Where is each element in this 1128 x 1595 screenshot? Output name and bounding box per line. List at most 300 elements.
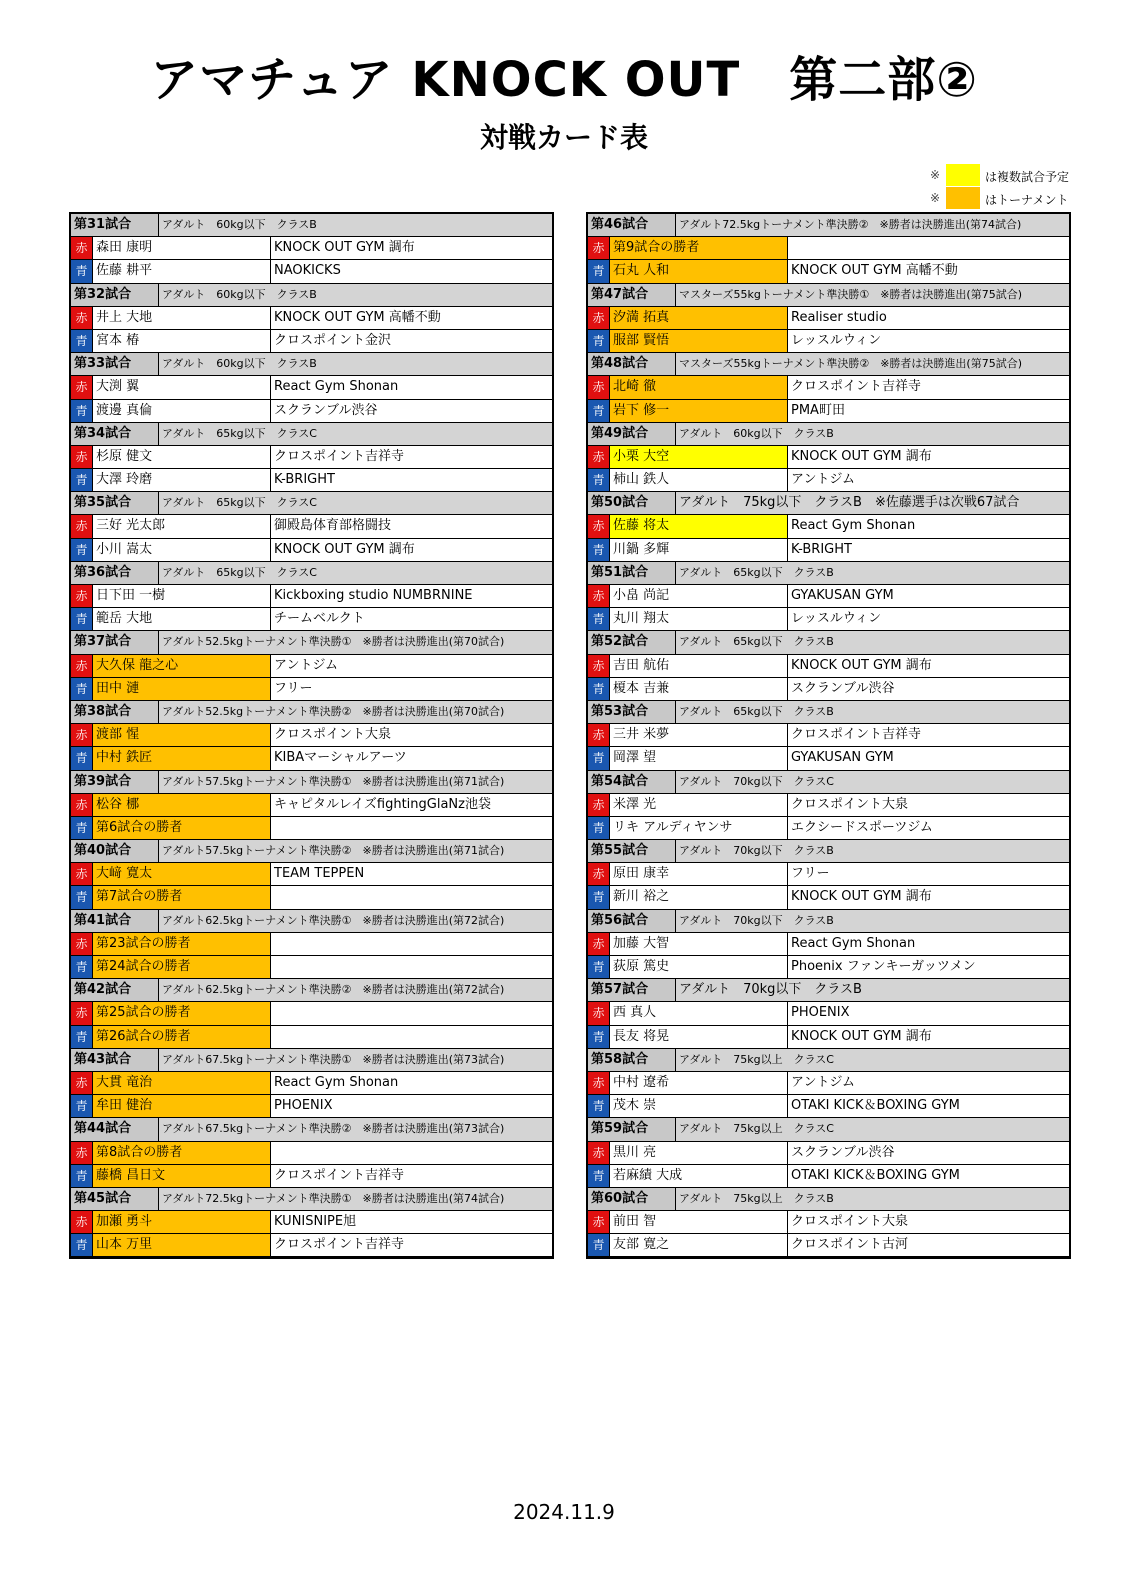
- bout-division: アダルト52.5kgトーナメント準決勝② ※勝者は決勝進出(第70試合): [158, 701, 552, 723]
- fighter-row-red: [588, 1211, 1069, 1234]
- fighter-row-red: [588, 585, 1069, 608]
- bout-number: 第54試合: [591, 773, 649, 789]
- blue-corner-badge: 青: [588, 817, 610, 839]
- blue-corner-badge: 青: [588, 260, 610, 282]
- bout-number: 第51試合: [591, 564, 649, 580]
- fighter-name: 石丸 人和: [610, 260, 788, 282]
- fighter-row-red: [588, 933, 1069, 956]
- fighter-gym: KUNISNIPE旭: [274, 1214, 357, 1230]
- fighter-name: 西 真人: [610, 1002, 788, 1024]
- fighter-row-blue: [588, 1095, 1069, 1118]
- fighter-name: 山本 万里: [93, 1234, 271, 1256]
- fighter-name: 友部 寛之: [610, 1234, 788, 1256]
- fighter-row-red: [71, 237, 552, 260]
- bout-header: [71, 492, 552, 515]
- bout-header: [71, 562, 552, 585]
- fighter-gym: クロスポイント吉祥寺: [274, 1167, 405, 1183]
- fighter-row-red: [588, 376, 1069, 399]
- bout-header: [588, 492, 1069, 515]
- bout-header: [71, 1118, 552, 1141]
- blue-corner-badge: 青: [71, 539, 93, 561]
- blue-corner-badge: 青: [588, 469, 610, 491]
- fighter-row-blue: [71, 1234, 552, 1257]
- fighter-gym: [271, 1026, 552, 1048]
- fighter-name: 三好 光太郎: [93, 515, 271, 537]
- blue-corner-badge: 青: [588, 608, 610, 630]
- fighter-name: 北崎 徹: [610, 376, 788, 398]
- bout-number: 第46試合: [591, 217, 649, 232]
- page-subtitle: 対戦カード表: [479, 121, 648, 154]
- bout-header: [71, 214, 552, 237]
- red-corner-badge: 赤: [588, 933, 610, 955]
- fighter-row-red: [588, 307, 1069, 330]
- bout-number: 第55試合: [591, 843, 649, 859]
- red-corner-badge: 赤: [71, 376, 93, 398]
- blue-corner-badge: 青: [588, 678, 610, 700]
- fighter-row-blue: [71, 678, 552, 701]
- fighter-row-blue: [588, 1165, 1069, 1188]
- bout-number: 第58試合: [591, 1051, 649, 1067]
- fighter-row-blue: [71, 1026, 552, 1049]
- blue-corner-badge: 青: [71, 747, 93, 769]
- fighter-gym: アントジム: [274, 657, 338, 673]
- fighter-gym: クロスポイント吉祥寺: [274, 1237, 405, 1253]
- fighter-name: 川鍋 多輝: [610, 539, 788, 561]
- fighter-gym: クロスポイント吉祥寺: [791, 379, 922, 395]
- bout-number: 第52試合: [591, 634, 649, 650]
- fighter-gym: キャピタルレイズfightingGlaNz池袋: [274, 796, 491, 812]
- fighter-name: 榎本 吉兼: [610, 678, 788, 700]
- bout-division: アダルト 70kg以下 クラスB: [675, 979, 1069, 1001]
- fighter-gym: React Gym Shonan: [274, 379, 399, 395]
- fighter-gym: クロスポイント吉祥寺: [274, 448, 405, 464]
- bout-number: 第42試合: [74, 982, 132, 998]
- fighter-name: 範岳 大地: [93, 608, 271, 630]
- fighter-name: 杉原 健文: [93, 446, 271, 468]
- legend-label: は複数試合予定: [985, 170, 1070, 184]
- fighter-row-red: [588, 863, 1069, 886]
- fighter-gym: スクランブル渋谷: [274, 402, 378, 418]
- fighter-name: 森田 康明: [93, 237, 271, 259]
- fighter-gym: Phoenix ファンキーガッツメン: [791, 959, 976, 974]
- blue-corner-badge: 青: [588, 1095, 610, 1117]
- fighter-name: 田中 漣: [93, 678, 271, 700]
- fighter-row-blue: [71, 956, 552, 979]
- bout-header: [588, 910, 1069, 933]
- blue-corner-badge: 青: [71, 817, 93, 839]
- legend-swatch-orange: [946, 187, 980, 209]
- red-corner-badge: 赤: [71, 1211, 93, 1233]
- fighter-name: 渡部 惺: [93, 724, 271, 746]
- fighter-name: 佐藤 耕平: [93, 260, 271, 282]
- red-corner-badge: 赤: [71, 446, 93, 468]
- fighter-row-blue: [71, 747, 552, 770]
- bout-number: 第45試合: [74, 1190, 132, 1206]
- fighter-gym: レッスルウィン: [791, 611, 882, 627]
- fighter-gym: React Gym Shonan: [791, 518, 916, 534]
- fighter-row-red: [71, 933, 552, 956]
- bout-number: 第31試合: [74, 217, 132, 232]
- fighter-gym: KNOCK OUT GYM 高幡不動: [274, 309, 441, 325]
- bout-number: 第37試合: [74, 634, 132, 650]
- fighter-gym: エクシードスポーツジム: [791, 819, 933, 835]
- bout-division: アダルト 60kg以下 クラスB: [158, 214, 552, 236]
- fighter-gym: Kickboxing studio NUMBRNINE: [274, 588, 473, 603]
- red-corner-badge: 赤: [71, 585, 93, 607]
- fighter-row-red: [71, 376, 552, 399]
- fighter-gym: クロスポイント古河: [791, 1237, 909, 1253]
- legend-tournament: [928, 187, 1088, 209]
- fighter-name: 大澤 玲磨: [93, 469, 271, 491]
- fighter-name: リキ アルディヤンサ: [610, 817, 788, 839]
- fighter-row-blue: [588, 956, 1069, 979]
- fighter-name: 丸川 翔太: [610, 608, 788, 630]
- fighter-row-blue: [71, 817, 552, 840]
- bout-header: [588, 214, 1069, 237]
- blue-corner-badge: 青: [71, 956, 93, 978]
- blue-corner-badge: 青: [588, 747, 610, 769]
- fighter-row-red: [71, 1002, 552, 1025]
- bout-header: [588, 1049, 1069, 1072]
- bout-division: アダルト 60kg以下 クラスB: [158, 284, 552, 306]
- bout-header: [588, 840, 1069, 863]
- bout-division: アダルト 75kg以上 クラスC: [675, 1118, 1069, 1140]
- legend-swatch-yellow: [946, 164, 980, 186]
- fighter-row-red: [588, 515, 1069, 538]
- fighter-name: 大貫 竜治: [93, 1072, 271, 1094]
- fighter-gym: KNOCK OUT GYM 調布: [791, 657, 932, 673]
- fighter-row-red: [71, 515, 552, 538]
- fighter-name: 荻原 篤史: [610, 956, 788, 978]
- fighter-name: 小栗 大空: [610, 446, 788, 468]
- fighter-gym: KNOCK OUT GYM 調布: [791, 889, 932, 905]
- bout-number: 第50試合: [591, 495, 649, 511]
- fighter-row-red: [71, 724, 552, 747]
- bout-number: 第49試合: [591, 425, 649, 441]
- fighter-name: 第23試合の勝者: [93, 933, 271, 955]
- blue-corner-badge: 青: [588, 956, 610, 978]
- red-corner-badge: 赤: [588, 863, 610, 885]
- fighter-gym: KNOCK OUT GYM 調布: [791, 1028, 932, 1044]
- red-corner-badge: 赤: [588, 1211, 610, 1233]
- fighter-row-red: [588, 724, 1069, 747]
- bout-header: [588, 353, 1069, 376]
- bout-number: 第43試合: [74, 1051, 132, 1067]
- fighter-name: 加藤 大智: [610, 933, 788, 955]
- blue-corner-badge: 青: [71, 469, 93, 491]
- fighter-row-blue: [588, 539, 1069, 562]
- fighter-gym: [271, 956, 552, 978]
- blue-corner-badge: 青: [71, 1234, 93, 1256]
- bout-number: 第36試合: [74, 564, 132, 580]
- fighter-gym: [271, 933, 552, 955]
- red-corner-badge: 赤: [71, 237, 93, 259]
- red-corner-badge: 赤: [71, 933, 93, 955]
- fighter-row-blue: [71, 330, 552, 353]
- fighter-name: 第8試合の勝者: [93, 1142, 271, 1164]
- blue-corner-badge: 青: [71, 886, 93, 908]
- fighter-gym: React Gym Shonan: [791, 935, 916, 951]
- fighter-row-blue: [588, 260, 1069, 283]
- fighter-name: 第6試合の勝者: [93, 817, 271, 839]
- fighter-gym: React Gym Shonan: [274, 1074, 399, 1090]
- bout-division: アダルト57.5kgトーナメント準決勝② ※勝者は決勝進出(第71試合): [158, 840, 552, 862]
- bout-division: アダルト 70kg以下 クラスC: [675, 771, 1069, 793]
- fighter-name: 茂木 崇: [610, 1095, 788, 1117]
- fighter-name: 三井 米夢: [610, 724, 788, 746]
- fighter-gym: PHOENIX: [791, 1005, 850, 1021]
- red-corner-badge: 赤: [71, 1072, 93, 1094]
- fighter-gym: フリー: [274, 680, 313, 696]
- fighter-gym: K-BRIGHT: [274, 472, 335, 488]
- fighter-name: 岡澤 望: [610, 747, 788, 769]
- fighter-row-blue: [71, 1095, 552, 1118]
- bout-number: 第56試合: [591, 912, 649, 928]
- blue-corner-badge: 青: [71, 330, 93, 352]
- bout-header: [71, 910, 552, 933]
- fighter-name: 井上 大地: [93, 307, 271, 329]
- blue-corner-badge: 青: [588, 330, 610, 352]
- bout-header: [71, 771, 552, 794]
- fighter-gym: クロスポイント大泉: [274, 727, 392, 743]
- bout-header: [71, 353, 552, 376]
- blue-corner-badge: 青: [588, 1165, 610, 1187]
- fighter-row-red: [71, 1142, 552, 1165]
- bout-header: [71, 284, 552, 307]
- bout-number: 第40試合: [74, 843, 132, 859]
- red-corner-badge: 赤: [588, 1002, 610, 1024]
- fighter-name: 米澤 光: [610, 794, 788, 816]
- bout-division: アダルト 65kg以下 クラスC: [158, 423, 552, 445]
- fighter-name: 汐満 拓真: [610, 307, 788, 329]
- fighter-gym: クロスポイント金沢: [274, 332, 392, 348]
- blue-corner-badge: 青: [588, 1026, 610, 1048]
- fighter-gym: [271, 817, 552, 839]
- fighter-gym: Realiser studio: [791, 309, 887, 325]
- fighter-gym: クロスポイント大泉: [791, 1214, 909, 1230]
- fighter-row-red: [588, 794, 1069, 817]
- bout-header: [588, 423, 1069, 446]
- fighter-name: 大﨑 寛太: [93, 863, 271, 885]
- bout-division: アダルト62.5kgトーナメント準決勝② ※勝者は決勝進出(第72試合): [158, 979, 552, 1001]
- fighter-gym: [271, 886, 552, 908]
- bout-header: [588, 1188, 1069, 1211]
- fighter-gym: KNOCK OUT GYM 調布: [274, 240, 415, 256]
- bout-header: [71, 1049, 552, 1072]
- fighter-row-blue: [588, 817, 1069, 840]
- fighter-name: 佐藤 将太: [610, 515, 788, 537]
- blue-corner-badge: 青: [588, 886, 610, 908]
- bout-division: アダルト52.5kgトーナメント準決勝① ※勝者は決勝進出(第70試合): [158, 631, 552, 653]
- red-corner-badge: 赤: [588, 1142, 610, 1164]
- bout-header: [588, 562, 1069, 585]
- red-corner-badge: 赤: [588, 585, 610, 607]
- fighter-gym: OTAKI KICK＆BOXING GYM: [791, 1167, 960, 1183]
- bout-division: アダルト 65kg以下 クラスB: [675, 562, 1069, 584]
- fighter-row-blue: [588, 678, 1069, 701]
- fighter-gym: GYAKUSAN GYM: [791, 588, 894, 603]
- fighter-row-red: [71, 863, 552, 886]
- fighter-name: 原田 康幸: [610, 863, 788, 885]
- fighter-name: 前田 智: [610, 1211, 788, 1233]
- blue-corner-badge: 青: [588, 539, 610, 561]
- legend-note-mark: ※: [929, 168, 941, 182]
- fighter-name: 藤橋 昌日文: [93, 1165, 271, 1187]
- fighter-row-red: [71, 1211, 552, 1234]
- fighter-name: 大渕 翼: [93, 376, 271, 398]
- fighter-name: 柿山 鉄人: [610, 469, 788, 491]
- bout-header: [588, 979, 1069, 1002]
- fighter-name: 宮本 椿: [93, 330, 271, 352]
- bout-header: [588, 631, 1069, 654]
- blue-corner-badge: 青: [71, 1095, 93, 1117]
- legend-label: はトーナメント: [985, 193, 1069, 207]
- bout-number: 第41試合: [74, 912, 132, 928]
- fighter-gym: 御殿島体育部格闘技: [274, 518, 392, 534]
- bout-header: [71, 979, 552, 1002]
- bout-header: [588, 701, 1069, 724]
- bout-division: アダルト62.5kgトーナメント準決勝① ※勝者は決勝進出(第72試合): [158, 910, 552, 932]
- red-corner-badge: 赤: [588, 237, 610, 259]
- blue-corner-badge: 青: [71, 400, 93, 422]
- red-corner-badge: 赤: [588, 307, 610, 329]
- fighter-row-blue: [588, 469, 1069, 492]
- fighter-gym: [788, 237, 1069, 259]
- red-corner-badge: 赤: [588, 1072, 610, 1094]
- fighter-gym: TEAM TEPPEN: [274, 866, 365, 882]
- fighter-row-blue: [71, 886, 552, 909]
- bout-number: 第39試合: [74, 773, 132, 789]
- fighter-gym: OTAKI KICK＆BOXING GYM: [791, 1098, 960, 1114]
- right-bout-table: [586, 212, 1071, 1259]
- bout-division: マスターズ55kgトーナメント準決勝② ※勝者は決勝進出(第75試合): [675, 353, 1069, 375]
- fighter-row-red: [588, 1002, 1069, 1025]
- bout-division: アダルト72.5kgトーナメント準決勝② ※勝者は決勝進出(第74試合): [675, 214, 1069, 236]
- fighter-name: 小畠 尚記: [610, 585, 788, 607]
- bout-division: アダルト 60kg以下 クラスB: [158, 353, 552, 375]
- bout-division: アダルト 65kg以下 クラスC: [158, 562, 552, 584]
- red-corner-badge: 赤: [588, 376, 610, 398]
- fighter-gym: アントジム: [791, 472, 855, 488]
- bout-number: 第38試合: [74, 703, 132, 719]
- red-corner-badge: 赤: [71, 1002, 93, 1024]
- fighter-gym: GYAKUSAN GYM: [791, 750, 894, 766]
- event-date: 2024.11.9: [513, 1500, 615, 1524]
- fighter-gym: PMA町田: [791, 402, 845, 418]
- red-corner-badge: 赤: [588, 794, 610, 816]
- bout-number: 第60試合: [591, 1190, 649, 1206]
- fighter-row-blue: [588, 400, 1069, 423]
- bout-division: アダルト67.5kgトーナメント準決勝① ※勝者は決勝進出(第73試合): [158, 1049, 552, 1071]
- page-title: アマチュア KNOCK OUT 第二部②: [150, 52, 978, 108]
- fighter-gym: スクランブル渋谷: [791, 680, 895, 696]
- bout-number: 第32試合: [74, 286, 132, 302]
- blue-corner-badge: 青: [71, 1165, 93, 1187]
- fighter-row-red: [588, 655, 1069, 678]
- fighter-gym: KIBAマーシャルアーツ: [274, 750, 407, 766]
- fighter-row-blue: [71, 469, 552, 492]
- fighter-name: 黒川 亮: [610, 1142, 788, 1164]
- bout-header: [588, 284, 1069, 307]
- blue-corner-badge: 青: [71, 678, 93, 700]
- fighter-name: 中村 遼希: [610, 1072, 788, 1094]
- fighter-row-red: [71, 1072, 552, 1095]
- fighter-gym: K-BRIGHT: [791, 541, 852, 557]
- fighter-row-red: [71, 655, 552, 678]
- legend-note-mark: ※: [929, 191, 941, 205]
- bout-number: 第59試合: [591, 1121, 649, 1137]
- blue-corner-badge: 青: [588, 400, 610, 422]
- red-corner-badge: 赤: [588, 446, 610, 468]
- fighter-name: 吉田 航佑: [610, 655, 788, 677]
- fighter-name: 服部 賢悟: [610, 330, 788, 352]
- bout-header: [71, 1188, 552, 1211]
- fighter-row-blue: [588, 1026, 1069, 1049]
- bout-division: アダルト 75kg以下 クラスB ※佐藤選手は次戦67試合: [675, 492, 1069, 514]
- bout-header: [71, 701, 552, 724]
- fighter-name: 新川 裕之: [610, 886, 788, 908]
- legend-multi-bout: [928, 164, 1088, 186]
- bout-number: 第47試合: [591, 286, 649, 302]
- fighter-gym: チームベルクト: [274, 611, 365, 627]
- bout-header: [588, 1118, 1069, 1141]
- fighter-name: 日下田 一樹: [93, 585, 271, 607]
- fighter-row-red: [71, 446, 552, 469]
- bout-header: [71, 423, 552, 446]
- fighter-row-blue: [588, 747, 1069, 770]
- bout-division: アダルト 60kg以下 クラスB: [675, 423, 1069, 445]
- fighter-gym: KNOCK OUT GYM 調布: [791, 448, 932, 464]
- fighter-row-blue: [588, 1234, 1069, 1257]
- left-bout-table: [69, 212, 554, 1259]
- fighter-gym: レッスルウィン: [791, 332, 882, 348]
- bout-division: アダルト67.5kgトーナメント準決勝② ※勝者は決勝進出(第73試合): [158, 1118, 552, 1140]
- fighter-name: 岩下 修一: [610, 400, 788, 422]
- red-corner-badge: 赤: [588, 515, 610, 537]
- fighter-row-red: [588, 1142, 1069, 1165]
- fighter-row-blue: [588, 886, 1069, 909]
- fighter-name: 小川 嵩太: [93, 539, 271, 561]
- bout-number: 第34試合: [74, 425, 132, 441]
- fighter-gym: KNOCK OUT GYM 調布: [274, 541, 415, 557]
- bout-division: アダルト 75kg以上 クラスC: [675, 1049, 1069, 1071]
- bout-number: 第53試合: [591, 703, 649, 719]
- fighter-gym: クロスポイント吉祥寺: [791, 727, 922, 743]
- bout-number: 第35試合: [74, 495, 132, 511]
- fighter-gym: アントジム: [791, 1074, 855, 1090]
- fighter-row-blue: [71, 1165, 552, 1188]
- bout-number: 第48試合: [591, 356, 649, 372]
- fighter-name: 長友 将晃: [610, 1026, 788, 1048]
- red-corner-badge: 赤: [71, 724, 93, 746]
- fighter-name: 牟田 健治: [93, 1095, 271, 1117]
- bout-number: 第44試合: [74, 1121, 132, 1137]
- red-corner-badge: 赤: [71, 307, 93, 329]
- bout-header: [71, 631, 552, 654]
- fighter-gym: フリー: [791, 866, 830, 882]
- fighter-gym: NAOKICKS: [274, 263, 341, 279]
- fighter-name: 加瀬 勇斗: [93, 1211, 271, 1233]
- blue-corner-badge: 青: [71, 1026, 93, 1048]
- bout-division: マスターズ55kgトーナメント準決勝① ※勝者は決勝進出(第75試合): [675, 284, 1069, 306]
- fighter-gym: クロスポイント大泉: [791, 796, 909, 812]
- bout-header: [71, 840, 552, 863]
- fighter-name: 第25試合の勝者: [93, 1002, 271, 1024]
- red-corner-badge: 赤: [71, 794, 93, 816]
- blue-corner-badge: 青: [588, 1234, 610, 1256]
- fighter-name: 渡邊 真倫: [93, 400, 271, 422]
- fighter-name: 第9試合の勝者: [610, 237, 788, 259]
